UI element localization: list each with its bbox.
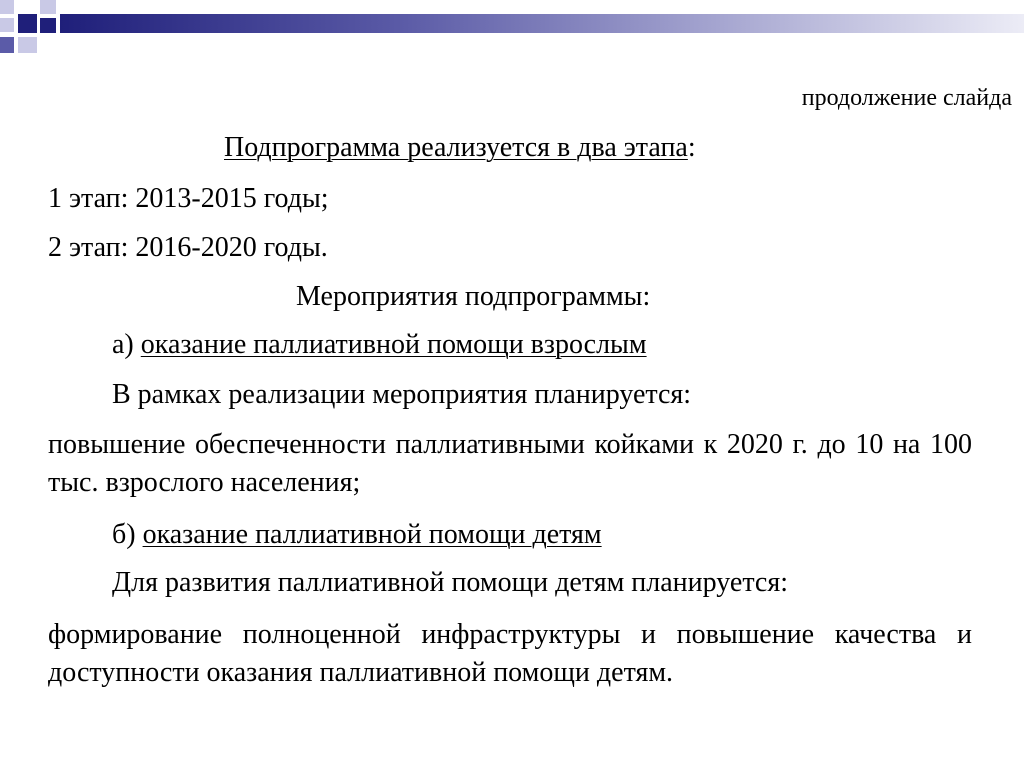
stages-heading-suffix: : [687, 132, 696, 163]
item-b-intro: Для развития паллиативной помощи детям планируется: [112, 567, 789, 598]
continuation-label: продолжение слайда [801, 85, 1012, 111]
item-a-text: повышение обеспеченности паллиативными койками к 2020 г. до 10 на 100 тыс. взрослого населения; [48, 429, 972, 498]
item-a-heading [112, 328, 647, 362]
item-b-title: оказание паллиативной помощи детям [142, 519, 602, 550]
activities-heading: Мероприятия подпрограммы: [296, 281, 651, 312]
item-a-prefix: а) [112, 329, 141, 360]
decor-square-1 [18, 14, 37, 33]
decor-square-6 [18, 37, 37, 53]
stage-1-line: 1 этап: 2013-2015 годы; [48, 183, 329, 214]
item-b-prefix: б) [112, 519, 143, 550]
decor-square-2 [0, 0, 14, 14]
decor-square-3 [40, 0, 56, 14]
item-b-heading [112, 518, 602, 552]
item-a-title: оказание паллиативной помощи взрослым [140, 329, 647, 360]
header-gradient-bar [60, 14, 1024, 33]
item-b-text: формирование полноценной инфраструктуры и повышение качества и доступности оказания паллиативной помощи детям. [48, 619, 972, 688]
stages-heading [224, 131, 696, 165]
stage-2-line: 2 этап: 2016-2020 годы. [48, 232, 328, 263]
decor-square-7 [0, 37, 14, 53]
decor-square-5 [40, 18, 56, 33]
stages-heading-text: Подпрограмма реализуется в два этапа [224, 132, 688, 163]
item-a-intro: В рамках реализации мероприятия планируется: [112, 379, 692, 410]
decor-square-4 [0, 18, 14, 32]
